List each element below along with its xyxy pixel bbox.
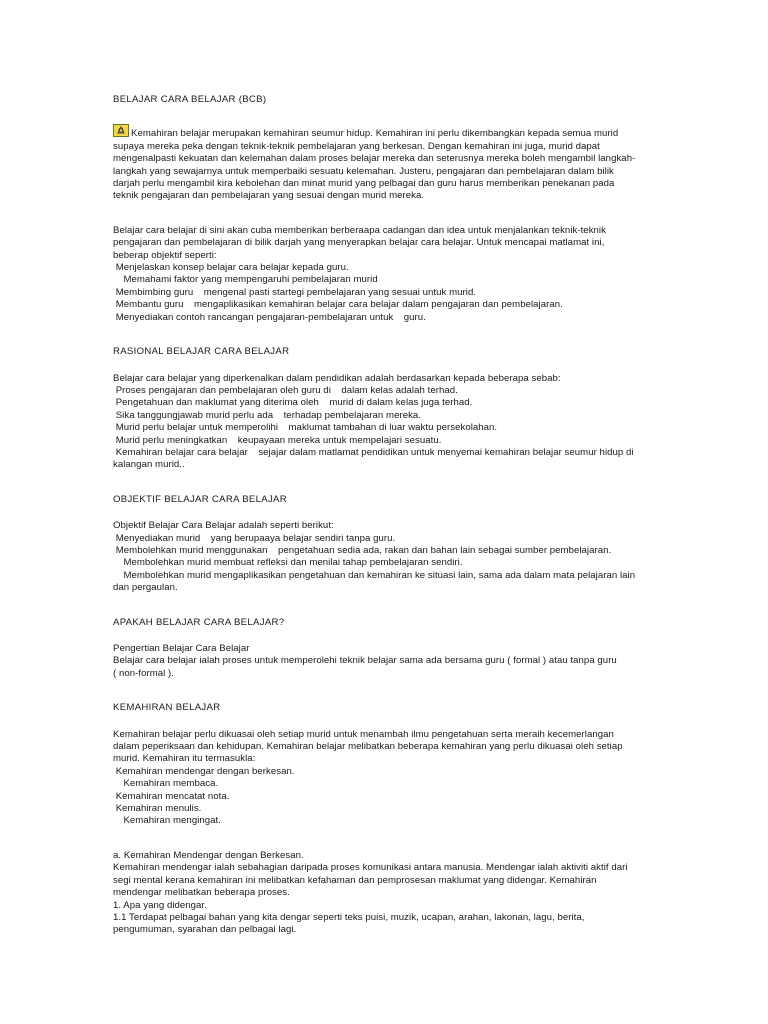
list-item: kalangan murid.. [113,459,185,471]
section-heading-objektif: OBJEKTIF BELAJAR CARA BELAJAR [113,493,287,505]
para-line: ( non-formal ). [113,667,174,679]
list-item:  Kemahiran mengingat. [113,815,221,827]
document-title: BELAJAR CARA BELAJAR (BCB) [113,94,267,105]
clipart-icon [113,124,129,137]
section-heading-kemahiran: KEMAHIRAN BELAJAR [113,702,221,714]
list-item: Kemahiran belajar cara belajar sejajar dalam matlamat pendidikan untuk menyemai kemahiran belajar seumur hidup di [113,446,634,458]
list-item: Proses pengajaran dan pembelajaran oleh guru di dalam kelas adalah terhad. [113,384,458,396]
para-line: beberap objektif seperti: [113,249,217,261]
para-line: Objektif Belajar Cara Belajar adalah seperti berikut: [113,520,334,532]
list-item:  Membolehkan murid membuat refleksi dan menilai tahap pembelajaran sendiri. [113,557,463,569]
list-item:  Kemahiran membaca. [113,778,219,790]
section-heading-rasional: RASIONAL BELAJAR CARA BELAJAR [113,346,290,358]
list-item: Murid perlu meningkatkan keupayaan mereka untuk mempelajari sesuatu. [113,434,442,446]
intro-line: darjah perlu mengambil kira kebolehan dan minat murid yang pelbagai dan guru harus memberikan penekanan pada [113,178,615,190]
para-line: 1.1 Terdapat pelbagai bahan yang kita dengar seperti teks puisi, muzik, ucapan, arahan, lakonan, lagu, berita, [113,911,585,923]
list-item: Menyediakan murid yang berupaaya belajar sendiri tanpa guru. [113,532,396,544]
apakah-section [113,643,658,680]
para-line: pengumuman, syarahan dan pelbagai lagi. [113,924,297,936]
para-line: dalam peperiksaan dan kehidupan. Kemahiran belajar melibatkan beberapa kemahiran yang perlu dikuasai oleh setiap [113,741,623,753]
list-item: Membimbing guru mengenal pasti startegi pembelajaran yang sesuai untuk murid. [113,286,477,298]
list-item: Membolehkan murid menggunakan pengetahuan sedia ada, rakan dan bahan lain sebagai sumber pembelajaran. [113,544,612,556]
para-line: Kemahiran belajar perlu dikuasai oleh setiap murid untuk menambah ilmu pengetahuan serta meraih kecemerlangan [113,728,614,740]
para-line: 1. Apa yang didengar. [113,899,207,911]
intro-line: supaya mereka peka dengan teknik-teknik pembelajaran yang berkesan. Dengan kemahiran ini juga, murid dapat [113,140,600,152]
subsection-title: a. Kemahiran Mendengar dengan Berkesan. [113,849,304,861]
section-heading-apakah: APAKAH BELAJAR CARA BELAJAR? [113,616,285,628]
para-line: Kemahiran mendengar ialah sebahagian daripada proses komunikasi antara manusia. Mendengar ialah aktiviti aktif dari [113,862,628,874]
intro-line: mengenalpasti kekuatan dan kelemahan dalam proses belajar mereka dan seterusnya mereka boleh mengambil langkah- [113,153,636,165]
intro-line: teknik pengajaran dan pembelajaran yang sesuai dengan murid mereka. [113,190,425,202]
intro-line: langkah yang sewajarnya untuk memperbaiki sesuatu kelemahan. Justeru, pengajaran dan pembelajaran dalam bilik [113,165,614,177]
list-item: Membantu guru mengaplikasikan kemahiran belajar cara belajar dalam pengajaran dan pembelajaran. [113,299,563,311]
list-item: Pengetahuan dan maklumat yang diterima oleh murid di dalam kelas juga terhad. [113,397,473,409]
list-item:  Memahami faktor yang mempengaruhi pembelajaran murid [113,274,378,286]
rasional-section [113,373,658,472]
para-line: Belajar cara belajar yang diperkenalkan dalam pendidikan adalah berdasarkan kepada beberapa sebab: [113,372,561,384]
para-line: Belajar cara belajar ialah proses untuk memperolehi teknik belajar sama ada bersama guru ( formal ) atau tanpa guru [113,655,617,667]
list-item: Sika tanggungjawab murid perlu ada terhadap pembelajaran mereka. [113,409,422,421]
list-item: Kemahiran menulis. [113,803,210,815]
list-item: Kemahiran mendengar dengan berkesan. [113,765,303,777]
intro-line: Kemahiran belajar merupakan kemahiran seumur hidup. Kemahiran ini perlu dikembangkan kepada semua murid [113,124,658,140]
para-line: murid. Kemahiran itu termasukla: [113,753,256,765]
list-item: Menyediakan contoh rancangan pengajaran-pembelajaran untuk guru. [113,311,426,323]
mendengar-section [113,850,658,937]
para-line: pengajaran dan pembelajaran di bilik darjah yang menyerapkan belajar cara belajar. Untuk mencapai matlamat ini, [113,237,605,249]
list-item: Murid perlu belajar untuk memperolihi maklumat tambahan di luar waktu persekolahan. [113,422,498,434]
objectives-intro-paragraph [113,225,658,324]
list-item: Menjelaskan konsep belajar cara belajar kepada guru. [113,262,357,274]
intro-paragraph [113,124,658,202]
list-item:  Membolehkan murid mengaplikasikan pengetahuan dan kemahiran ke situasi lain, sama ada dalam mata pelajaran lain [113,569,636,581]
para-line: mendengar melibatkan beberapa proses. [113,887,290,899]
para-line: segi mental kerana kemahiran ini melibatkan kefahaman dan pemprosesan maklumat yang didengar. Kemahiran [113,874,597,886]
objektif-section [113,520,658,594]
list-item: dan pergaulan. [113,582,178,594]
list-item: Kemahiran mencatat nota. [113,790,238,802]
para-line: Pengertian Belajar Cara Belajar [113,643,250,654]
kemahiran-section [113,729,658,828]
para-line: Belajar cara belajar di sini akan cuba memberikan berberaapa cadangan dan idea untuk menjalankan teknik-teknik [113,224,606,236]
